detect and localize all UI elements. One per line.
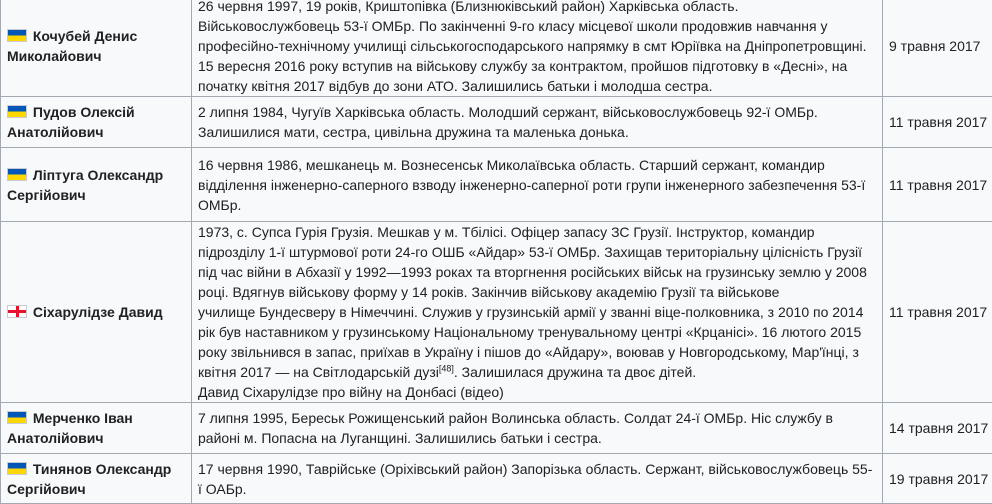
georgia-flag-icon [7,305,27,318]
person-patronymic[interactable]: Миколайович [7,48,101,64]
description-cell: 7 липня 1995, Береськ Рожищенський район Волинська область. Солдат 24-ї ОМБр. Ніс службу в районі м. Попасна на Луганщині. Залишились батьки і сестра. [192,403,883,454]
person-name[interactable]: Мерченко Іван [33,410,133,426]
ukraine-flag-icon [7,29,27,42]
person-patronymic[interactable]: Сергійович [7,481,86,497]
person-name[interactable]: Кочубей Денис [33,28,137,44]
citation-ref[interactable]: [48] [439,363,454,373]
description-cell: 1973, с. Супса Гурія Грузія. Мешкав у м. Тбілісі. Офіцер запасу ЗС Грузії. Інструктор, командир підрозділу 1-ї штурмової роти 24-го ОШБ «Айдар» 53-ї ОМБр. Захищав територіальну цілісність Грузії під час війни в Абхазії у 1992—1993 роках та вторгнення російських військ на грузинську землю у 2008 році. Вдягнув військову форму у 14 років. Закінчив військову академію Грузії та військове училище Бундесверу в Німеччині. Служив у грузинській армії у званні віце-полковника, з 2010 по 2014 рік був наставником у грузинському Національному тренувальному центрі «Крцанісі». 16 лютого 2015 року звільнився в запас, приїхав в Україну і пішов до «Айдару», воював у Новгородському, Мар'їнці, з квітня 2017 — на Світлодарській дузі[48]. Залишилася дружина та двоє дітей. Давид Сіхарулідзе про війну на Донбасі (відео) [192,222,883,403]
ukraine-flag-icon [7,168,27,181]
date-cell: 11 травня 2017 [883,222,992,403]
date-cell: 9 травня 2017 [883,0,992,97]
person-name[interactable]: Ліптуга Олександр [33,167,163,183]
table-row [1,0,992,97]
date-cell: 11 травня 2017 [883,97,992,148]
name-cell [1,148,192,222]
table-row [1,403,992,454]
description-cell: 26 червня 1997, 19 років, Криштопівка (Близнюківський район) Харківська область. Військовослужбовець 53-ї ОМБр. По закінченні 9-го класу місцевої школи продовжив навчання у професійно-технічному училищі сільськогосподарського напрямку в смт Юріївка на Дніпропетровщині. 15 вересня 2016 року вступив на військову службу за контрактом, пройшов підготовку в «Десні», на початку квітня 2017 відбув до зони АТО. Залишились батьки і молодша сестра. [192,0,883,97]
ukraine-flag-icon [7,105,27,118]
person-patronymic[interactable]: Сергійович [7,187,86,203]
person-patronymic[interactable]: Анатолійович [7,124,104,140]
ukraine-flag-icon [7,411,27,424]
person-name[interactable]: Тинянов Олександр [33,461,171,477]
table-row [1,222,992,403]
name-cell [1,454,192,504]
name-cell [1,222,192,403]
ukraine-flag-icon [7,462,27,475]
name-cell [1,403,192,454]
person-name[interactable]: Пудов Олексій [33,104,135,120]
name-cell [1,0,192,97]
date-cell: 19 травня 2017 [883,454,992,504]
person-patronymic[interactable]: Анатолійович [7,430,104,446]
description-cell: 17 червня 1990, Таврійське (Оріхівський район) Запорізька область. Сержант, військовослужбовець 55- ї ОАБр. [192,454,883,504]
date-cell: 11 травня 2017 [883,148,992,222]
table-row [1,97,992,148]
video-link[interactable]: Давид Сіхарулідзе про війну на Донбасі (відео) [198,382,876,402]
description-cell: 2 липня 1984, Чугуїв Харківська область. Молодший сержант, військовослужбовець 92-ї ОМБр. Залишилися мати, сестра, цивільна дружина та маленька донька. [192,97,883,148]
name-cell [1,97,192,148]
date-cell: 14 травня 2017 [883,403,992,454]
table-row [1,454,992,504]
description-cell: 16 червня 1986, мешканець м. Вознесенськ Миколаївська область. Старший сержант, командир відділення інженерно-саперного взводу інженерно-саперної роти групи інженерного забезпечення 53-ї ОМБр. [192,148,883,222]
table-row [1,148,992,222]
person-name[interactable]: Сіхарулідзе Давид [33,304,163,320]
